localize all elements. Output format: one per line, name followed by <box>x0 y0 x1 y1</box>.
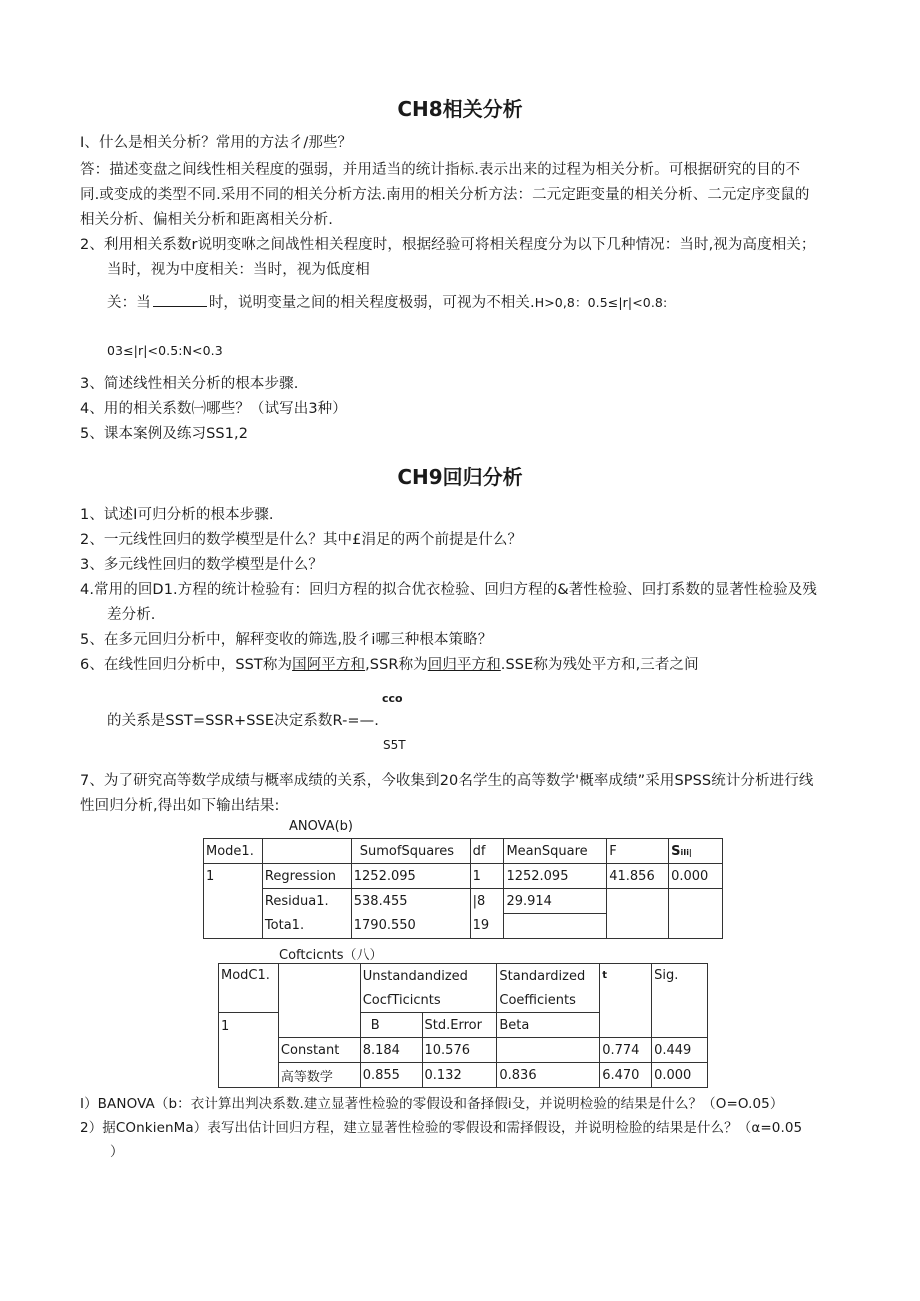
ch9-question-6-line1 <box>80 656 699 674</box>
coef-header-coefficients-std: Coefficients <box>497 988 600 1013</box>
ch8-question-1: I、什么是相关分析？常用的方法彳/那些？ <box>80 135 353 151</box>
coef-cell-beta: 0.836 <box>497 1063 600 1088</box>
anova-header-sig-big: S <box>671 843 681 859</box>
ch9-question-6-underlined-1: 国阿平方和 <box>292 657 366 673</box>
anova-caption: ANOVA(b) <box>289 819 353 834</box>
ch9-question-6-part-b: ,SSR称为 <box>365 657 428 673</box>
anova-cell-ms: 29.914 <box>504 889 607 914</box>
fraction-numerator: cco <box>382 692 403 705</box>
anova-header-sig <box>669 839 723 864</box>
ch8-question-2-line3-start: 关：当 <box>107 295 151 311</box>
ch9-subquestion-2-line2: ） <box>110 1144 124 1160</box>
coef-cell-std-error: 0.132 <box>422 1063 497 1088</box>
ch9-subquestion-2-line1: 2）据COnkienMa）表写出估计回归方程，建立显著性检验的零假设和需择假设，并说明检脸的结果是什么？（α=0.05 <box>80 1120 803 1136</box>
table-row <box>219 1038 708 1063</box>
anova-header-model: Mode1. <box>204 839 263 864</box>
anova-cell-df: 19 <box>470 914 504 939</box>
ch8-question-2-line3-end: H>0,8：0.5≤|r|<0.8: <box>534 295 668 310</box>
fill-in-blank <box>153 293 207 307</box>
coef-cell-t: 0.774 <box>600 1038 652 1063</box>
table-row <box>204 864 723 889</box>
ch9-question-1: 1、试述I可归分析的根本步骤. <box>80 507 274 523</box>
ch9-question-7-line1: 7、为了研究高等数学成绩与概率成绩的关系，今收集到20名学生的高等数学'概率成绩”采用SPSS统计分析进行线 <box>80 773 814 789</box>
ch8-question-2-line1: 2、利用相关系数r说明变咻之间战性相关程度时，根据经验可将相关程度分为以下几种情况：当时,视为高度相关； <box>80 237 816 253</box>
coef-header-std-error: Std.Error <box>422 1013 497 1038</box>
anova-header-df: df <box>470 839 504 864</box>
ch9-question-6-part-a: 6、在线性回归分析中，SST称为 <box>80 657 293 673</box>
anova-table <box>203 838 723 939</box>
coefficients-caption: Coftcicnts（八） <box>279 948 383 963</box>
fraction-denominator: S5T <box>383 738 406 752</box>
coef-cell-sig: 0.000 <box>652 1063 708 1088</box>
anova-cell-empty <box>607 889 669 939</box>
coef-cell-std-error: 10.576 <box>422 1038 497 1063</box>
anova-cell-ss: 1252.095 <box>351 864 470 889</box>
ch9-question-4-line2: 差分析. <box>107 607 156 623</box>
coef-cell-name: 高等数学 <box>278 1063 360 1088</box>
coef-header-b: B <box>360 1013 422 1038</box>
ch8-question-2-line4: 03≤|r|<0.5:N<0.3 <box>107 343 223 358</box>
coef-cell-t: 6.470 <box>600 1063 652 1088</box>
anova-cell-source: Tota1. <box>262 914 351 939</box>
coef-header-model: ModC1. <box>219 964 279 1013</box>
ch8-question-4: 4、用的相关系数㈠哪些？（试写出3种） <box>80 401 347 417</box>
ch9-title: CH9回归分析 <box>397 465 523 489</box>
coef-cell-b: 0.855 <box>360 1063 422 1088</box>
anova-cell-empty <box>504 914 607 939</box>
coef-cell-sig: 0.449 <box>652 1038 708 1063</box>
ch9-question-3: 3、多元线性回归的数学模型是什么？ <box>80 557 323 573</box>
anova-cell-empty <box>204 914 263 939</box>
coefficients-table <box>218 963 708 1088</box>
anova-cell-empty <box>669 889 723 939</box>
anova-cell-f: 41.856 <box>607 864 669 889</box>
anova-header-f: F <box>607 839 669 864</box>
ch9-question-6-part-c: .SSE称为残处平方和,三者之间 <box>500 657 699 673</box>
anova-header-mean-square: MeanSquare <box>504 839 607 864</box>
ch9-question-6-line2: 的关系是SST=SSR+SSE决定系数R-=—. <box>107 713 379 729</box>
table-row <box>204 839 723 864</box>
ch8-question-3: 3、简述线性相关分析的根本步骤. <box>80 376 299 392</box>
anova-cell-ss: 1790.550 <box>351 914 470 939</box>
ch9-subquestion-1: I）BANOVA（b：衣计算出判决系数.建立显著性检验的零假设和备择假i殳，并说明检验的结果是什么？（O=O.05） <box>80 1096 784 1112</box>
anova-cell-source: Regression <box>262 864 351 889</box>
ch9-question-2: 2、一元线性回归的数学模型是什么？其中£涓足的两个前提是什么？ <box>80 532 523 548</box>
anova-cell-model: 1 <box>204 864 263 889</box>
ch8-question-5: 5、课本案例及练习SS1,2 <box>80 426 249 442</box>
coef-cell-beta <box>497 1038 600 1063</box>
ch9-question-5: 5、在多元回归分析中，解秤变收的筛选,股彳i哪三种根本策略？ <box>80 632 493 648</box>
anova-header-blank <box>262 839 351 864</box>
ch8-question-2-line3-mid: 时，说明变量之间的相关程度极弱，可视为不相关. <box>208 295 535 311</box>
coef-cell-name: Constant <box>278 1038 360 1063</box>
coef-cell-b: 8.184 <box>360 1038 422 1063</box>
coef-header-t: t <box>600 964 652 1038</box>
anova-header-sig-small: iIi| <box>680 847 692 857</box>
ch8-question-2-line3 <box>107 293 667 312</box>
coef-header-standardized: Standardized <box>497 964 600 989</box>
ch8-answer-1-line2: 同.或变成的类型不同.采用不同的相关分析方法.南用的相关分析方法：二元定距变量的相关分析、二元定序变鼠的 <box>80 187 810 203</box>
ch8-title: CH8相关分析 <box>397 97 523 121</box>
anova-cell-empty <box>204 889 263 914</box>
table-row <box>204 889 723 914</box>
anova-cell-ss: 538.455 <box>351 889 470 914</box>
table-row <box>219 1063 708 1088</box>
coef-header-beta: Beta <box>497 1013 600 1038</box>
coef-cell-model: 1 <box>219 1013 279 1088</box>
anova-cell-df: |8 <box>470 889 504 914</box>
coef-header-sig: Sig. <box>652 964 708 1038</box>
ch9-question-7-line2: 性回归分析,得出如下输出结果: <box>80 798 280 814</box>
coef-header-unstandardized: Unstandandized <box>360 964 497 989</box>
ch9-question-4-line1: 4.常用的回D1.方程的统计检验有：回归方程的拟合优衣检验、回归方程的&著性检验、回打系数的显著性检验及残 <box>80 582 817 598</box>
ch9-question-6-underlined-2: 回归平方和 <box>427 657 501 673</box>
table-row <box>219 964 708 989</box>
coef-header-blank <box>278 964 360 1038</box>
anova-cell-df: 1 <box>470 864 504 889</box>
coef-header-coefficients: CocfTicicnts <box>360 988 497 1013</box>
anova-cell-sig: 0.000 <box>669 864 723 889</box>
anova-header-sum-of-squares: SumofSquares <box>351 839 470 864</box>
anova-cell-source: Residua1. <box>262 889 351 914</box>
anova-cell-ms: 1252.095 <box>504 864 607 889</box>
ch8-answer-1-line1: 答：描述变盘之间线性相关程度的强弱，并用适当的统计指标.表示出来的过程为相关分析。可根据研究的目的不 <box>80 162 801 178</box>
ch8-question-2-line2: 当时，视为中度相关：当时，视为低度相 <box>107 262 370 278</box>
ch8-answer-1-line3: 相关分析、偏相关分析和距离相关分析. <box>80 212 333 228</box>
